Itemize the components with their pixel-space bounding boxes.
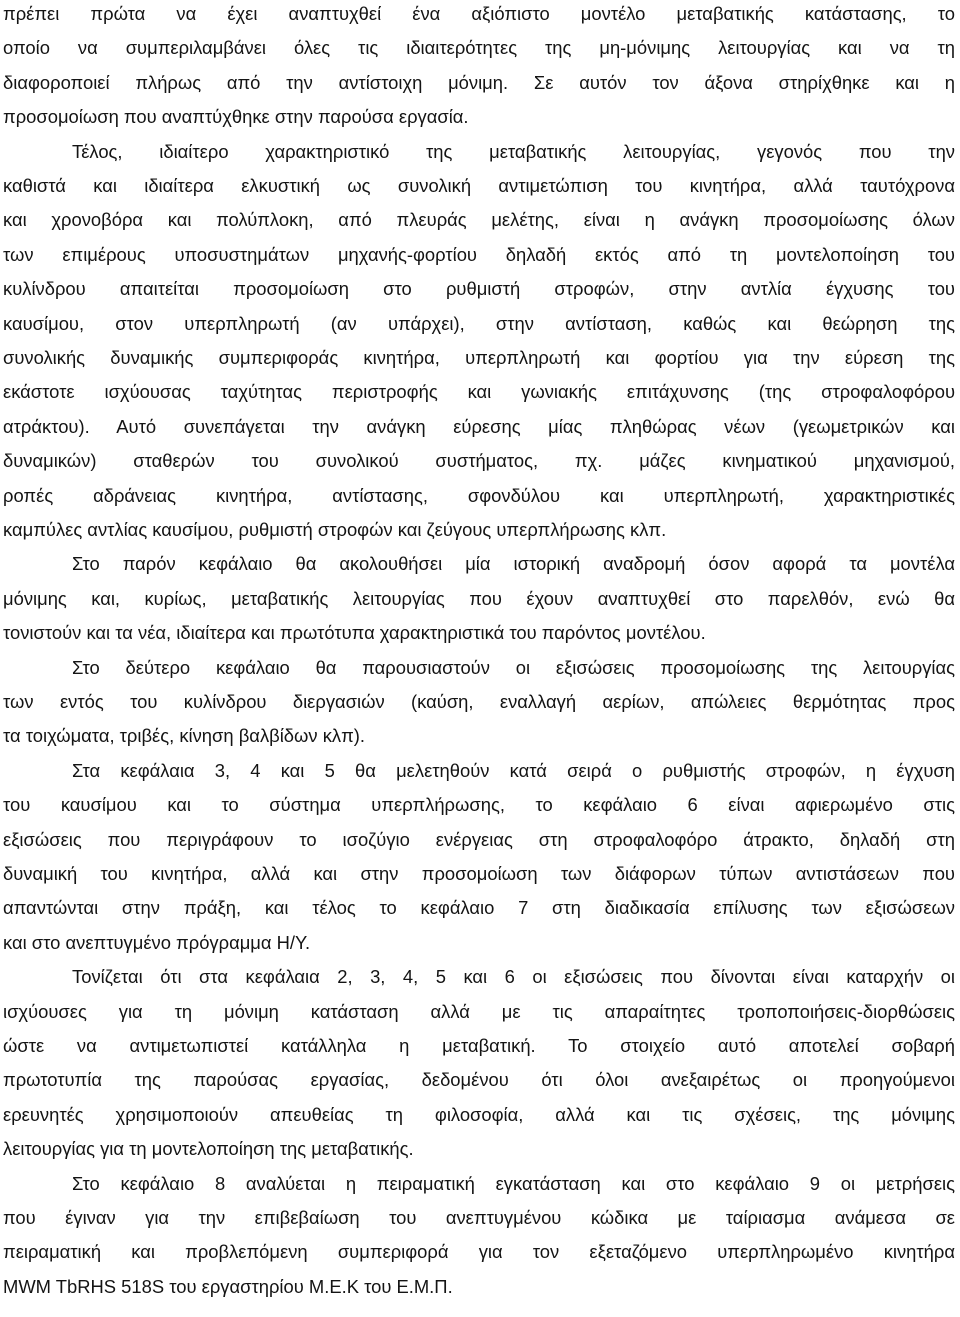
text-line: ροπές αδράνειας κινητήρα, αντίστασης, σφονδύλου και υπερπληρωτή, χαρακτηριστικές xyxy=(3,484,955,506)
text-line: καυσίμου, στον υπερπληρωτή (αν υπάρχει), στην αντίσταση, καθώς και θεώρηση της xyxy=(3,312,955,334)
text-line: συνολικής δυναμικής συμπεριφοράς κινητήρα, υπερπληρωτή και φορτίου για την εύρεση της xyxy=(3,347,955,368)
text-line: των εντός του κυλίνδρου διεργασιών (καύση, εναλλαγή αερίων, απώλειες θερμότητας προς xyxy=(3,691,955,712)
text-line: πρωτοτυπία της παρούσας εργασίας, δεδομένου ότι όλοι ανεξαιρέτως οι προηγούμενοι xyxy=(3,1069,955,1091)
text-line: δυναμικών) σταθερών του συνολικού συστήματος, πχ. μάζες κινηματικού μηχανισμού, xyxy=(3,450,955,472)
text-line: και στο ανεπτυγμένο πρόγραμμα Η/Υ. xyxy=(3,931,311,953)
text-line: λειτουργίας για τη μοντελοποίηση της μεταβατικής. xyxy=(3,1138,414,1160)
text-line: τα τοιχώματα, τριβές, κίνηση βαλβίδων κλπ). xyxy=(3,725,366,747)
text-line: MWM TbRHS 518S του εργαστηρίου Μ.Ε.Κ του Ε.Μ.Π. xyxy=(3,1275,453,1297)
paragraph-first-line: Στο δεύτερο κεφάλαιο θα παρουσιαστούν οι εξισώσεις προσομοίωσης της λειτουργίας xyxy=(72,656,955,678)
text-line: και χρονοβόρα και πολύπλοκη, από πλευράς μελέτης, είναι η ανάγκη προσομοίωσης όλων xyxy=(3,209,955,231)
paragraph-first-line: Τονίζεται ότι στα κεφάλαια 2, 3, 4, 5 και 6 οι εξισώσεις που δίνονται είναι καταρχήν οι xyxy=(72,966,955,988)
text-line: οποίο να συμπεριλαμβάνει όλες τις ιδιαιτερότητες της μη-μόνιμης λειτουργίας και να τη xyxy=(3,37,955,59)
text-line: του καυσίμου και το σύστημα υπερπλήρωσης, το κεφάλαιο 6 είναι αφιερωμένο στις xyxy=(3,794,955,816)
text-line: εξισώσεις που περιγράφουν το ισοζύγιο ενέργειας στη στροφαλοφόρο άτρακτο, δηλαδή στη xyxy=(3,828,955,850)
text-line: εκάστοτε ισχύουσας ταχύτητας περιστροφής και γωνιακής επιτάχυνσης (της στροφαλοφόρου xyxy=(3,381,955,403)
text-line: καθιστά και ιδιαίτερα ελκυστική ως συνολική αντιμετώπιση του κινητήρα, αλλά ταυτόχρονα xyxy=(3,175,955,196)
paragraph-first-line: Στο παρόν κεφάλαιο θα ακολουθήσει μία ιστορική αναδρομή όσον αφορά τα μοντέλα xyxy=(72,553,955,575)
text-line: απαντώνται στην πράξη, και τέλος το κεφάλαιο 7 στη διαδικασία επίλυσης των εξισώσεων xyxy=(3,897,955,919)
text-line: ώστε να αντιμετωπιστεί κατάλληλα η μεταβατική. Το στοιχείο αυτό αποτελεί σοβαρή xyxy=(3,1035,955,1056)
text-line: τονιστούν και τα νέα, ιδιαίτερα και πρωτότυπα χαρακτηριστικά του παρόντος μοντέλου. xyxy=(3,622,706,644)
text-line: ατράκτου). Αυτό συνεπάγεται την ανάγκη εύρεσης μίας πληθώρας νέων (γεωμετρικών και xyxy=(3,415,955,437)
text-line: δυναμική του κινητήρα, αλλά και στην προσομοίωση των διάφορων τύπων αντιστάσεων που xyxy=(3,863,955,884)
text-line: κυλίνδρου απαιτείται προσομοίωση στο ρυθμιστή στροφών, στην αντλία έγχυσης του xyxy=(3,278,955,300)
text-line: καμπύλες αντλίας καυσίμου, ρυθμιστή στροφών και ζεύγους υπερπλήρωσης κλπ. xyxy=(3,519,667,540)
text-line: μόνιμης και, κυρίως, μεταβατικής λειτουργίας που έχουν αναπτυχθεί στο παρελθόν, ενώ θα xyxy=(3,587,955,609)
paragraph-first-line: Τέλος, ιδιαίτερο χαρακτηριστικό της μεταβατικής λειτουργίας, γεγονός που την xyxy=(72,140,955,162)
paragraph-first-line: Στο κεφάλαιο 8 αναλύεται η πειραματική εγκατάσταση και στο κεφάλαιο 9 οι μετρήσεις xyxy=(72,1172,955,1194)
text-line: προσομοίωση που αναπτύχθηκε στην παρούσα εργασία. xyxy=(3,106,469,128)
text-line: πειραματική και προβλεπόμενη συμπεριφορά για τον εξεταζόμενο υπερπληρωμένο κινητήρα xyxy=(3,1241,955,1263)
text-line: ισχύουσες για τη μόνιμη κατάσταση αλλά με τις απαραίτητες τροποποιήσεις-διορθώσεις xyxy=(3,1000,955,1022)
paragraph-first-line: Στα κεφάλαια 3, 4 και 5 θα μελετηθούν κατά σειρά ο ρυθμιστής στροφών, η έγχυση xyxy=(72,759,955,781)
text-line: που έγιναν για την επιβεβαίωση του ανεπτυγμένου κώδικα με ταίριασμα ανάμεσα σε xyxy=(3,1207,955,1228)
text-line: των επιμέρους υποσυστημάτων μηχανής-φορτίου δηλαδή εκτός από τη μοντελοποίηση του xyxy=(3,243,955,265)
text-line: πρέπει πρώτα να έχει αναπτυχθεί ένα αξιόπιστο μοντέλο μεταβατικής κατάστασης, το xyxy=(3,3,955,24)
text-line: διαφοροποιεί πλήρως από την αντίστοιχη μόνιμη. Σε αυτόν τον άξονα στηρίχθηκε και η xyxy=(3,71,955,93)
text-line: ερευνητές χρησιμοποιούν απευθείας τη φιλοσοφία, αλλά και τις σχέσεις, της μόνιμης xyxy=(3,1103,955,1125)
